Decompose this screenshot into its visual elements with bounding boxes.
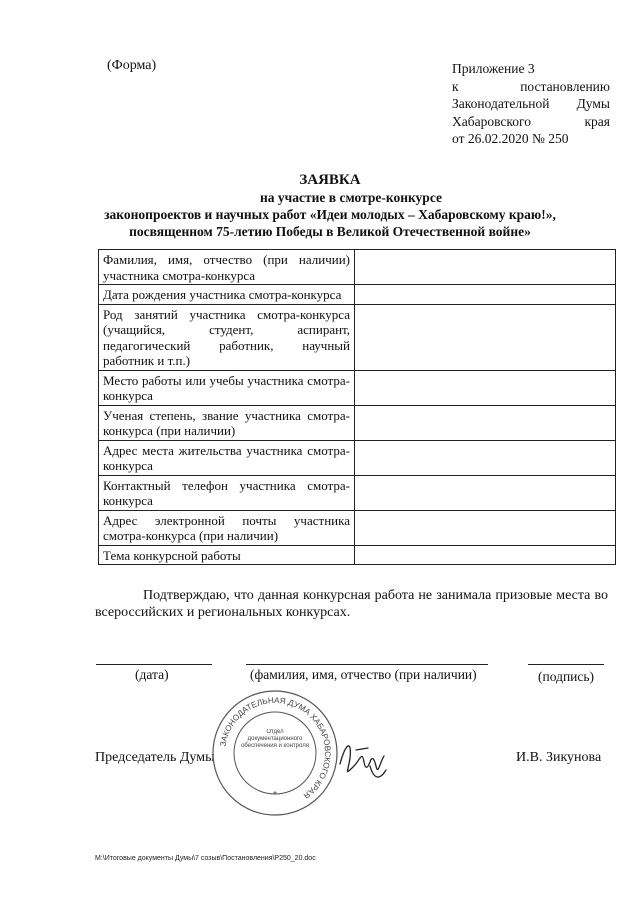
appendix-word: Думы — [576, 96, 610, 111]
table-row — [99, 475, 616, 510]
date-caption: (дата) — [135, 667, 169, 682]
handwritten-signature — [334, 736, 394, 784]
footer-file-path: M:\Итоговые документы Думы\7 созыв\Постановления\P250_20.doc — [95, 855, 316, 862]
confirmation-text: Подтверждаю, что данная конкурсная работа не занимала призовые места во всероссийских и региональных конкурсах. — [95, 588, 608, 620]
appendix-line-1: Приложение 3 — [452, 61, 535, 76]
title-line-1: на участие в смотре-конкурсе — [260, 190, 442, 205]
table-row — [99, 510, 616, 545]
signature-caption: (подпись) — [538, 669, 595, 684]
field-label: Тема конкурсной работы — [99, 545, 355, 565]
appendix-word: Законодательной — [452, 96, 550, 111]
table-row — [99, 250, 616, 285]
appendix-word: постановлению — [520, 78, 610, 94]
field-label: Ученая степень, звание участника смотра-конкурса (при наличии) — [99, 405, 355, 440]
table-row — [99, 285, 616, 305]
field-value[interactable] — [355, 370, 616, 405]
field-value[interactable] — [355, 440, 616, 475]
signature-line[interactable] — [528, 664, 604, 665]
document-title — [60, 172, 600, 240]
appendix-word: Хабаровского — [452, 113, 531, 129]
stamp-outer-text: ЗАКОНОДАТЕЛЬНАЯ ДУМА ХАБАРОВСКОГО КРАЯ — [218, 695, 333, 801]
field-label: Контактный телефон участника смотра-конкурса — [99, 475, 355, 510]
chairman-position: Председатель Думы — [95, 750, 215, 765]
field-label: Место работы или учебы участника смотра-конкурса — [99, 370, 355, 405]
form-label: (Форма) — [107, 58, 157, 73]
field-value[interactable] — [355, 250, 616, 285]
official-stamp — [210, 688, 340, 818]
field-value[interactable] — [355, 304, 616, 370]
field-label: Фамилия, имя, отчество (при наличии) участника смотра-конкурса — [99, 250, 355, 285]
appendix-word: к — [452, 78, 459, 94]
field-value[interactable] — [355, 285, 616, 305]
appendix-word: края — [584, 113, 610, 129]
title-line-2: законопроектов и научных работ «Идеи молодых – Хабаровскому краю!», — [104, 207, 556, 222]
field-value[interactable] — [355, 545, 616, 565]
table-row — [99, 545, 616, 565]
stamp-inner-text: Отдел документационного обеспечения и контроля — [241, 729, 309, 749]
appendix-line-2 — [452, 78, 610, 96]
appendix-line-5: от 26.02.2020 № 250 — [452, 131, 569, 146]
date-line[interactable] — [96, 664, 212, 665]
appendix-line-3 — [452, 95, 610, 113]
title-line-3: посвященном 75-летию Победы в Великой Отечественной войне» — [129, 224, 531, 239]
appendix-block — [452, 60, 610, 148]
table-row — [99, 370, 616, 405]
name-line[interactable] — [246, 664, 488, 665]
chairman-name: И.В. Зикунова — [516, 750, 602, 765]
field-label: Адрес электронной почты участника смотра-конкурса (при наличии) — [99, 510, 355, 545]
stamp-star-icon: * — [273, 790, 277, 801]
table-row — [99, 304, 616, 370]
field-value[interactable] — [355, 475, 616, 510]
field-value[interactable] — [355, 405, 616, 440]
table-row — [99, 440, 616, 475]
field-label: Род занятий участника смотра-конкурса (учащийся, студент, аспирант, педагогический работник, научный работник и т.п.) — [99, 304, 355, 370]
field-label: Дата рождения участника смотра-конкурса — [99, 285, 355, 305]
name-caption: (фамилия, имя, отчество (при наличии) — [250, 667, 477, 682]
appendix-line-4 — [452, 113, 610, 131]
title-main: ЗАЯВКА — [299, 172, 361, 188]
field-value[interactable] — [355, 510, 616, 545]
field-label: Адрес места жительства участника смотра-конкурса — [99, 440, 355, 475]
application-form-table — [98, 249, 616, 565]
table-row — [99, 405, 616, 440]
